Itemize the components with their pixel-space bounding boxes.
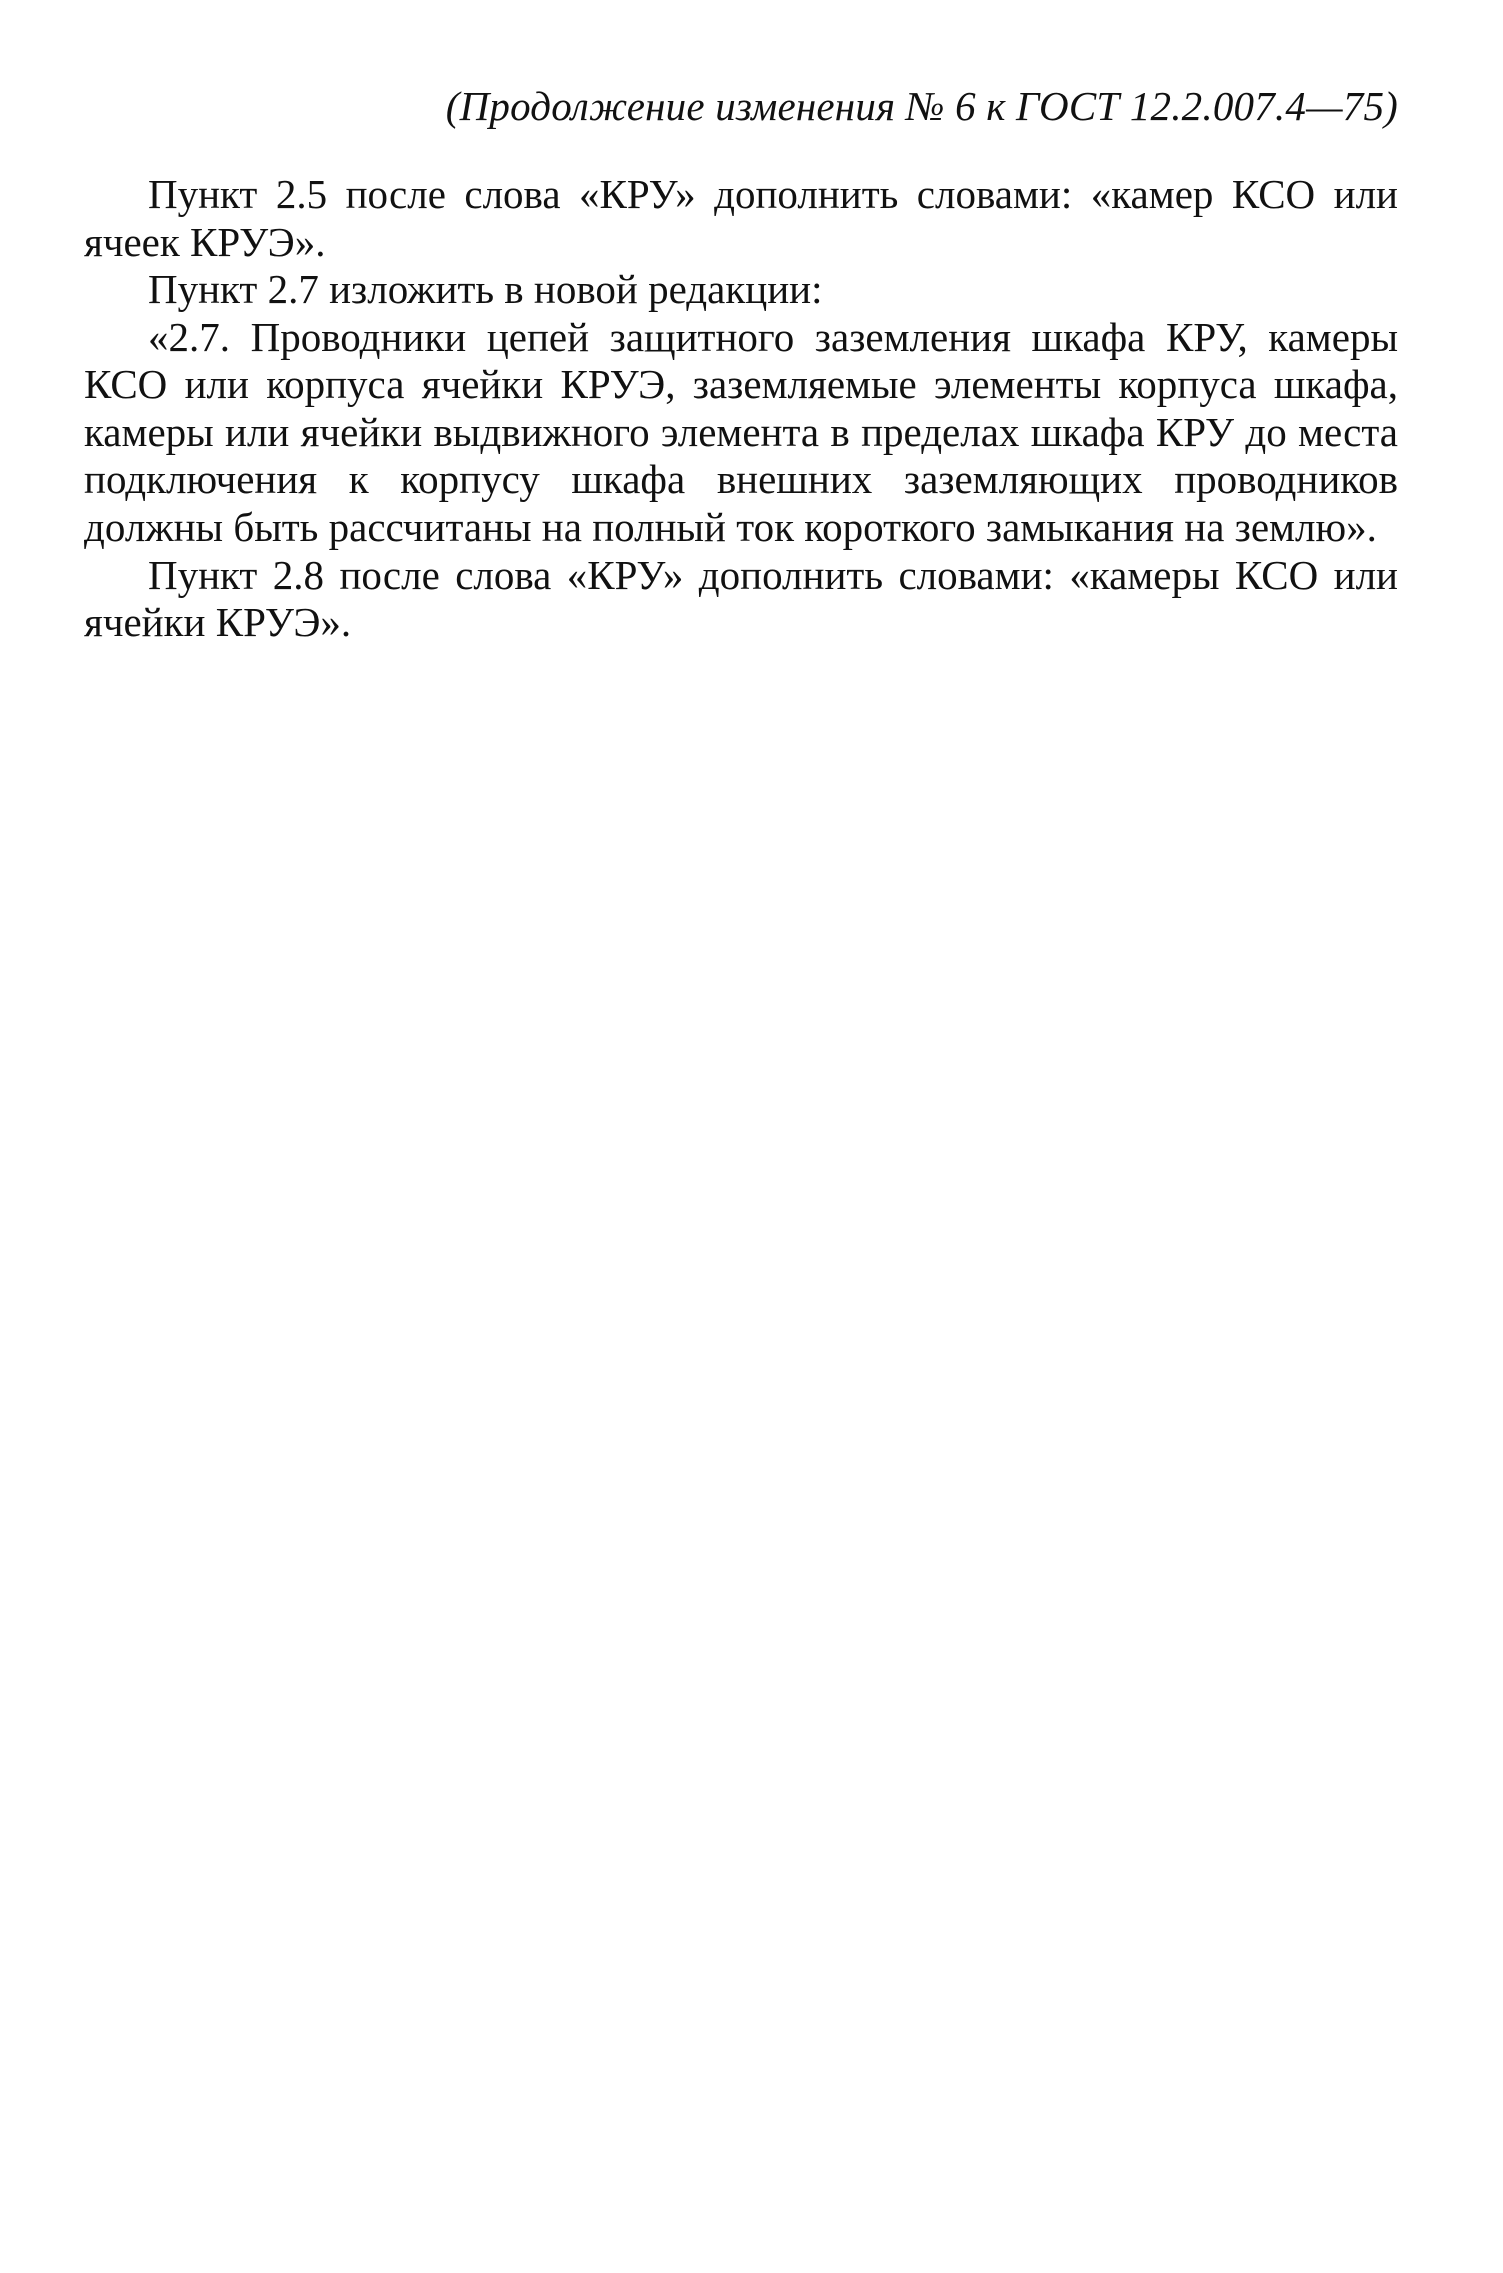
paragraph-2-8: Пункт 2.8 после слова «КРУ» дополнить словами: «камеры КСО или ячейки КРУЭ». [84,551,1398,646]
running-header: (Продолжение изменения № 6 к ГОСТ 12.2.007.4—75) [445,83,1398,129]
paragraph-2-5: Пункт 2.5 после слова «КРУ» дополнить словами: «камер КСО или ячеек КРУЭ». [84,171,1398,265]
document-body [84,171,1398,646]
paragraph-2-7-intro: Пункт 2.7 изложить в новой редакции: [148,266,823,313]
paragraph-2-7-text: «2.7. Проводники цепей защитного заземления шкафа КРУ, камеры КСО или корпуса ячейки КРУЭ, заземляемые элементы корпуса шкафа, камеры или ячейки выдвижного элемента в пределах шкафа КРУ до места подключения к корпусу шкафа внешних заземляющих проводников должны быть рассчитаны на полный ток короткого замыкания на землю». [84,313,1398,551]
document-page [84,82,1398,647]
